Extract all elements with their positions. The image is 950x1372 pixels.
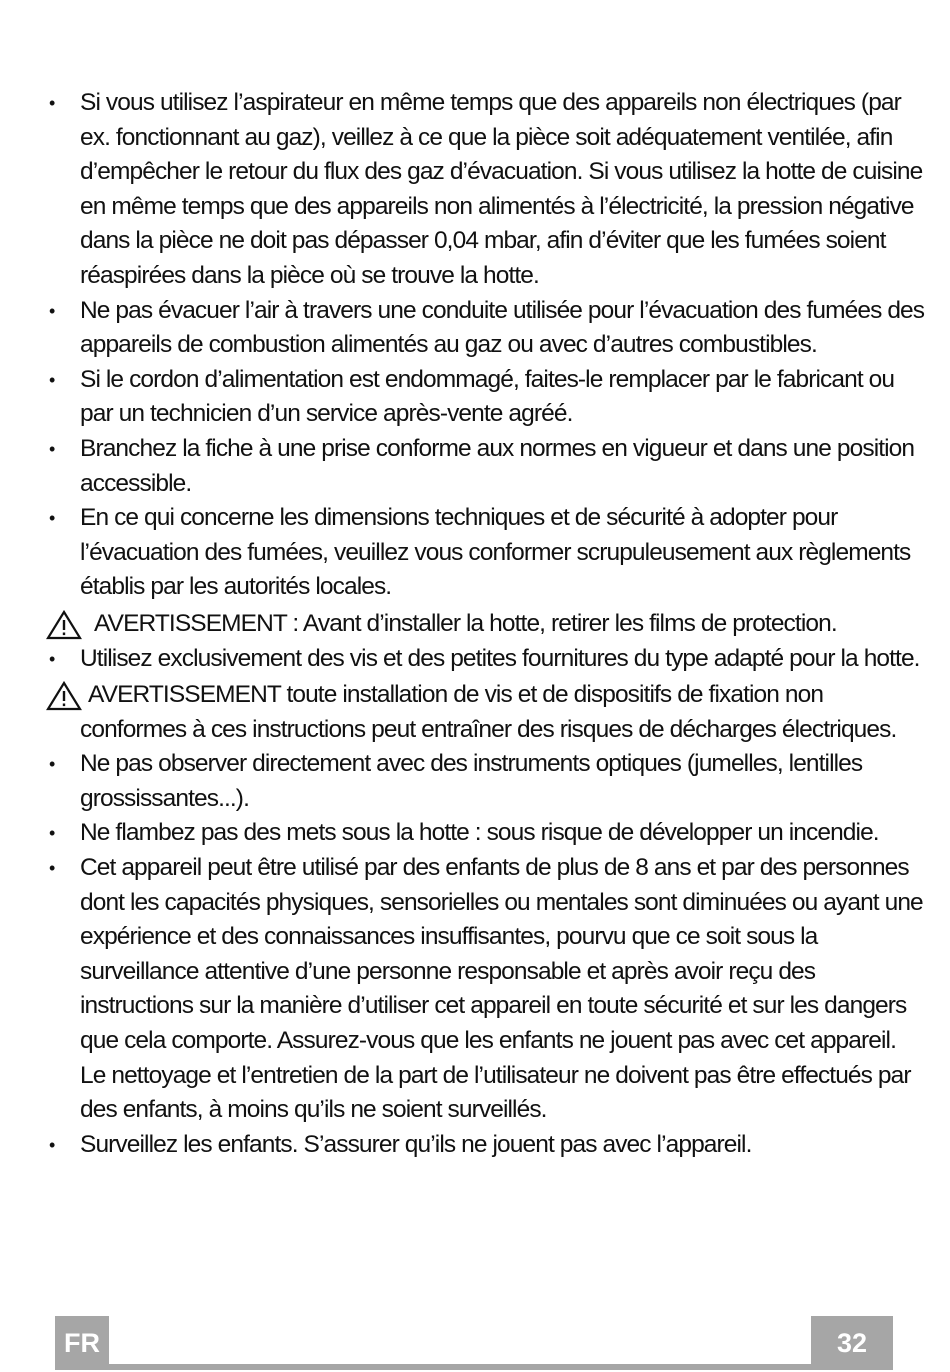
list-item: [46, 363, 926, 432]
warning-triangle-icon: [46, 610, 82, 640]
bullet-icon: •: [49, 823, 56, 844]
list-item: [46, 432, 926, 501]
item-text: Ne pas observer directement avec des instruments optiques (jumelles, lentilles grossissantes...).: [80, 750, 863, 812]
bullet-icon: •: [49, 648, 56, 669]
bullet-icon: •: [49, 754, 56, 775]
item-text: Si le cordon d’alimentation est endommagé, faites-le remplacer par le fabricant ou par un technicien d’un service après-vente agréé.: [80, 365, 895, 428]
warning-label: AVERTISSEMENT: [88, 681, 281, 709]
warning-text: toute installation de vis et de dispositifs de fixation non conformes à ces instructions peut entraîner des risques de décharges électriques.: [80, 681, 897, 743]
list-item: [46, 642, 926, 677]
bullet-icon: •: [49, 508, 56, 529]
list-item: [46, 1128, 926, 1163]
list-item: [46, 851, 926, 1128]
footer-divider: [109, 1364, 811, 1370]
warning-notice: [46, 678, 926, 747]
list-item: [46, 816, 926, 851]
item-text: Utilisez exclusivement des vis et des petites fournitures du type adapté pour la hotte.: [80, 644, 920, 672]
bullet-icon: •: [49, 369, 56, 390]
page-content: [46, 86, 926, 1162]
item-text: Branchez la fiche à une prise conforme aux normes en vigueur et dans une position accessible.: [80, 434, 915, 497]
list-item: [46, 86, 926, 294]
bullet-icon: •: [49, 1134, 56, 1155]
warning-label: AVERTISSEMENT :: [94, 609, 299, 637]
bullet-icon: •: [49, 858, 56, 879]
item-text: Surveillez les enfants. S’assurer qu’ils ne jouent pas avec l’appareil.: [80, 1130, 752, 1158]
page-number: 32: [811, 1316, 893, 1370]
item-text: Si vous utilisez l’aspirateur en même temps que des appareils non électriques (par ex. fonctionnant au gaz), veillez à ce que la pièce soit adéquatement ventilée, afin d’empêcher le retour du flux des gaz d’évacuation. Si vous utilisez la hotte de cuisine en même temps que des appareils non alimentés à l’électricité, la pression négative dans la pièce ne doit pas dépasser 0,04 mbar, afin d’éviter que les fumées soient réaspirées dans la pièce où se trouve la hotte.: [80, 89, 923, 289]
list-item: [46, 501, 926, 605]
list-item: [46, 747, 926, 816]
warning-triangle-icon: [46, 681, 82, 711]
warning-text: Avant d’installer la hotte, retirer les films de protection.: [298, 609, 837, 637]
item-text: En ce qui concerne les dimensions techniques et de sécurité à adopter pour l’évacuation des fumées, veuillez vous conformer scrupuleusement aux règlements établis par les autorités locales.: [80, 504, 911, 601]
item-text: Ne flambez pas des mets sous la hotte : sous risque de développer un incendie.: [80, 819, 879, 847]
item-text: Cet appareil peut être utilisé par des enfants de plus de 8 ans et par des personnes dont les capacités physiques, sensorielles ou mentales sont diminuées ou ayant une expérience et des connaissances insuffisantes, pourvu que ce soit sous la surveillance attentive d’une personne responsable et après avoir reçu des instructions sur la manière d’utiliser cet appareil en toute sécurité et sur les dangers que cela comporte. Assurez-vous que les enfants ne jouent pas avec cet appareil. Le nettoyage et l’entretien de la part de l’utilisateur ne doivent pas être effectués par des enfants, à moins qu’ils ne soient surveillés.: [80, 854, 923, 1124]
bullet-icon: •: [49, 300, 56, 321]
list-item: [46, 294, 926, 363]
item-text: Ne pas évacuer l’air à travers une conduite utilisée pour l’évacuation des fumées des appareils de combustion alimentés au gaz ou avec d’autres combustibles.: [80, 296, 925, 359]
warning-notice: [46, 607, 926, 642]
bullet-icon: •: [49, 93, 56, 113]
language-badge: FR: [55, 1316, 109, 1370]
bullet-icon: •: [49, 438, 56, 459]
